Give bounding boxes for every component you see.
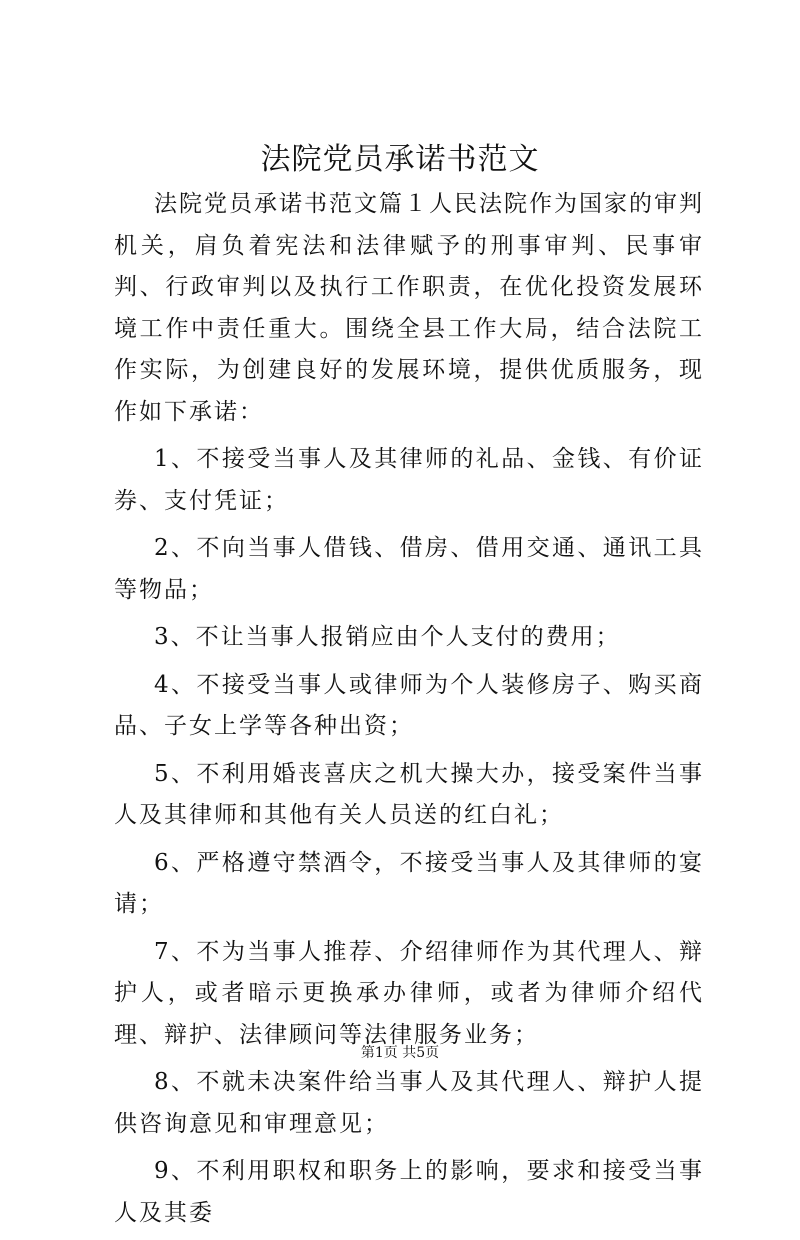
paragraph-item-6: 6、严格遵守禁酒令，不接受当事人及其律师的宴请；: [114, 849, 704, 917]
paragraph-item-3: 3、不让当事人报销应由个人支付的费用；: [154, 624, 621, 650]
paragraph-item-5: 5、不利用婚丧喜庆之机大操大办，接受案件当事人及其律师和其他有关人员送的红白礼；: [114, 760, 704, 828]
paragraph-item-1: 1、不接受当事人及其律师的礼品、金钱、有价证券、支付凭证；: [114, 446, 704, 514]
paragraph-item-4: 4、不接受当事人或律师为个人装修房子、购买商品、子女上学等各种出资；: [114, 671, 704, 739]
page-number-footer: 第1页 共5页: [360, 1045, 440, 1061]
paragraph-item-8: 8、不就未决案件给当事人及其代理人、辩护人提供咨询意见和审理意见；: [114, 1069, 704, 1137]
paragraph-item-9: 9、不利用职权和职务上的影响，要求和接受当事人及其委: [114, 1158, 704, 1226]
paragraph-item-2: 2、不向当事人借钱、借房、借用交通、通讯工具等物品；: [114, 535, 704, 603]
document-body: [114, 184, 704, 1240]
paragraph-intro: 法院党员承诺书范文篇１人民法院作为国家的审判机关，肩负着宪法和法律赋予的刑事审判、民事审判、行政审判以及执行工作职责，在优化投资发展环境工作中责任重大。围绕全县工作大局，结合法院工作实际，为创建良好的发展环境，提供优质服务，现作如下承诺：: [114, 191, 704, 425]
document-title: 法院党员承诺书范文: [260, 142, 540, 177]
paragraph-item-7: 7、不为当事人推荐、介绍律师作为其代理人、辩护人，或者暗示更换承办律师，或者为律师介绍代理、辩护、法律顾问等法律服务业务；: [114, 938, 704, 1048]
